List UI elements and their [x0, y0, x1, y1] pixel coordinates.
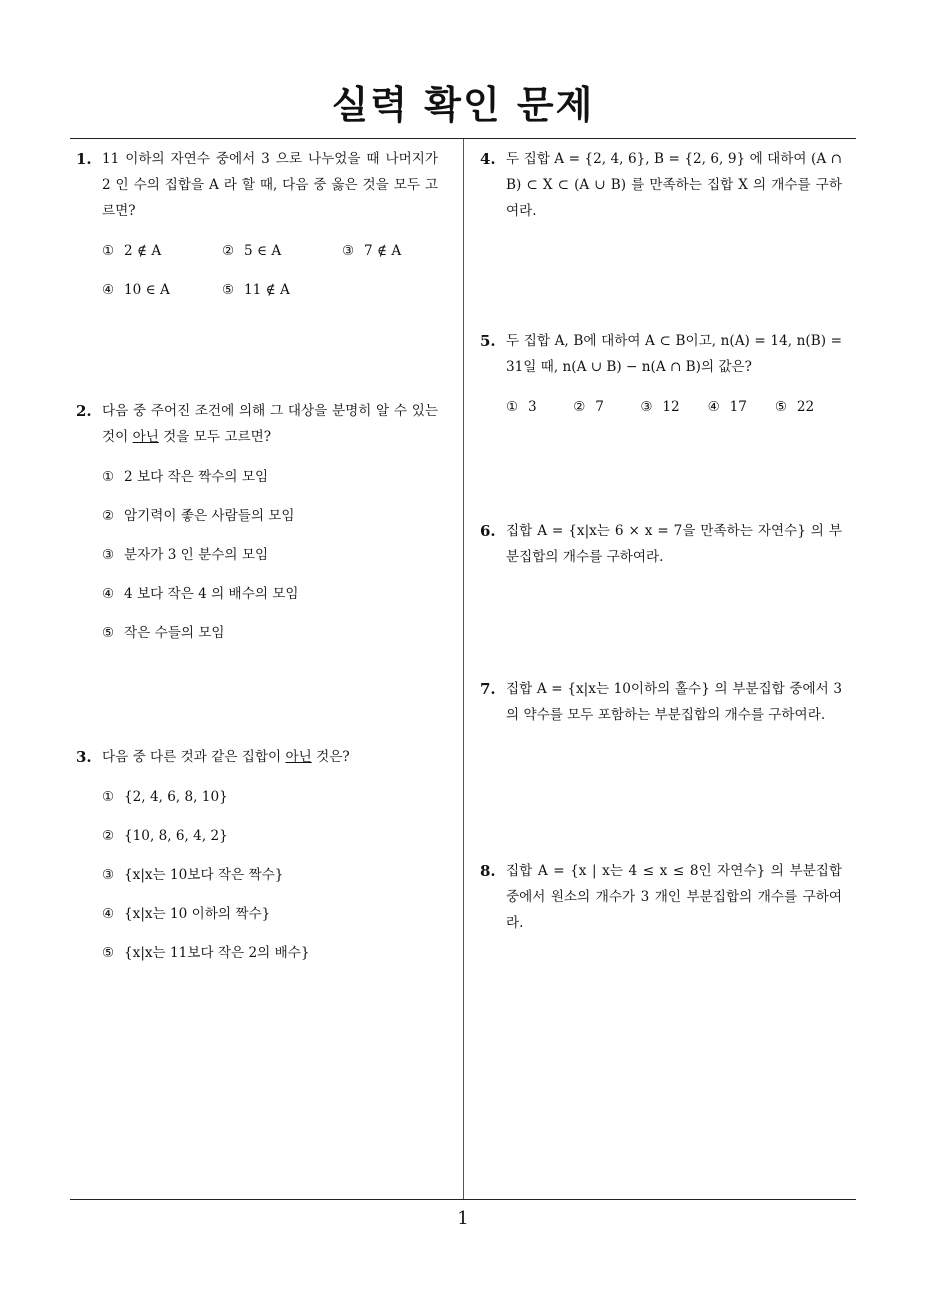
choice-5[interactable]: ⑤ 작은 수들의 모임	[102, 625, 225, 641]
problem-number: 7.	[480, 680, 496, 698]
choice-1[interactable]: ① 2 ∉ A	[102, 243, 162, 259]
choice-1[interactable]: ① 2 보다 작은 짝수의 모임	[102, 469, 269, 485]
choice-4[interactable]: ④ 4 보다 작은 4 의 배수의 모임	[102, 586, 299, 602]
choice-2[interactable]: ② 5 ∈ A	[222, 243, 282, 259]
problem-number: 3.	[76, 748, 92, 766]
page-title: 실력 확인 문제	[331, 83, 595, 127]
problem-number: 4.	[480, 150, 496, 168]
footer-rule	[70, 1199, 856, 1200]
problem-text: 집합 A = {x | x는 4 ≤ x ≤ 8인 자연수} 의 부분집합 중에서 원소의 개수가 3 개인 부분집합의 개수를 구하여라.	[506, 863, 842, 931]
choice-5[interactable]: ⑤ 22	[774, 399, 815, 415]
page-number: 1	[457, 1208, 469, 1229]
problem-1	[76, 146, 438, 303]
problem-4	[480, 146, 842, 224]
choice-3[interactable]: ③ 분자가 3 인 분수의 모임	[102, 547, 269, 563]
problem-3	[76, 744, 438, 979]
problem-number: 1.	[76, 150, 92, 168]
problem-number: 2.	[76, 402, 92, 420]
choice-1[interactable]: ① 3	[506, 399, 537, 415]
choice-list	[102, 784, 438, 966]
choice-4[interactable]: ④ 17	[707, 399, 747, 415]
problem-number: 8.	[480, 862, 496, 880]
problem-text: 다음 중 주어진 조건에 의해 그 대상을 분명히 알 수 있는 것이 아닌 것을 모두 고르면?	[102, 403, 438, 445]
choice-4[interactable]: ④ {x|x는 10 이하의 짝수}	[102, 906, 271, 922]
problem-text: 두 집합 A, B에 대하여 A ⊂ B이고, n(A) = 14, n(B) = 31일 때, n(A ∪ B) − n(A ∩ B)의 값은?	[506, 333, 842, 375]
column-divider	[463, 139, 464, 1199]
choice-4[interactable]: ④ 10 ∈ A	[102, 282, 170, 298]
underlined-word: 아닌	[285, 749, 312, 765]
choice-5[interactable]: ⑤ 11 ∉ A	[222, 282, 290, 298]
problem-text: 다음 중 다른 것과 같은 집합이 아닌 것은?	[102, 749, 350, 765]
problem-text: 집합 A = {x|x는 6 × x = 7을 만족하는 자연수} 의 부분집합의 개수를 구하여라.	[506, 523, 842, 565]
problem-5	[480, 328, 842, 420]
problem-text: 집합 A = {x|x는 10이하의 홀수} 의 부분집합 중에서 3 의 약수를 모두 포함하는 부분집합의 개수를 구하여라.	[506, 681, 842, 723]
choice-list	[102, 238, 438, 303]
choice-5[interactable]: ⑤ {x|x는 11보다 작은 2의 배수}	[102, 945, 310, 961]
problem-8	[480, 858, 842, 936]
problem-number: 5.	[480, 332, 496, 350]
choice-2[interactable]: ② 7	[573, 399, 604, 415]
choice-1[interactable]: ① {2, 4, 6, 8, 10}	[102, 789, 228, 805]
problem-2	[76, 398, 438, 659]
choice-3[interactable]: ③ {x|x는 10보다 작은 짝수}	[102, 867, 284, 883]
problem-6	[480, 518, 842, 570]
problem-text: 두 집합 A = {2, 4, 6}, B = {2, 6, 9} 에 대하여 (A ∩ B) ⊂ X ⊂ (A ∪ B) 를 만족하는 집합 X 의 개수를 구하여라.	[506, 151, 842, 219]
problem-7	[480, 676, 842, 728]
underlined-word: 아닌	[132, 429, 159, 445]
choice-list	[506, 394, 842, 420]
choice-2[interactable]: ② {10, 8, 6, 4, 2}	[102, 828, 228, 844]
choice-3[interactable]: ③ 7 ∉ A	[342, 243, 402, 259]
choice-list	[102, 464, 438, 646]
choice-2[interactable]: ② 암기력이 좋은 사람들의 모임	[102, 508, 295, 524]
problem-number: 6.	[480, 522, 496, 540]
choice-3[interactable]: ③ 12	[640, 399, 680, 415]
problem-text: 11 이하의 자연수 중에서 3 으로 나누었을 때 나머지가 2 인 수의 집합을 A 라 할 때, 다음 중 옳은 것을 모두 고르면?	[102, 151, 438, 219]
